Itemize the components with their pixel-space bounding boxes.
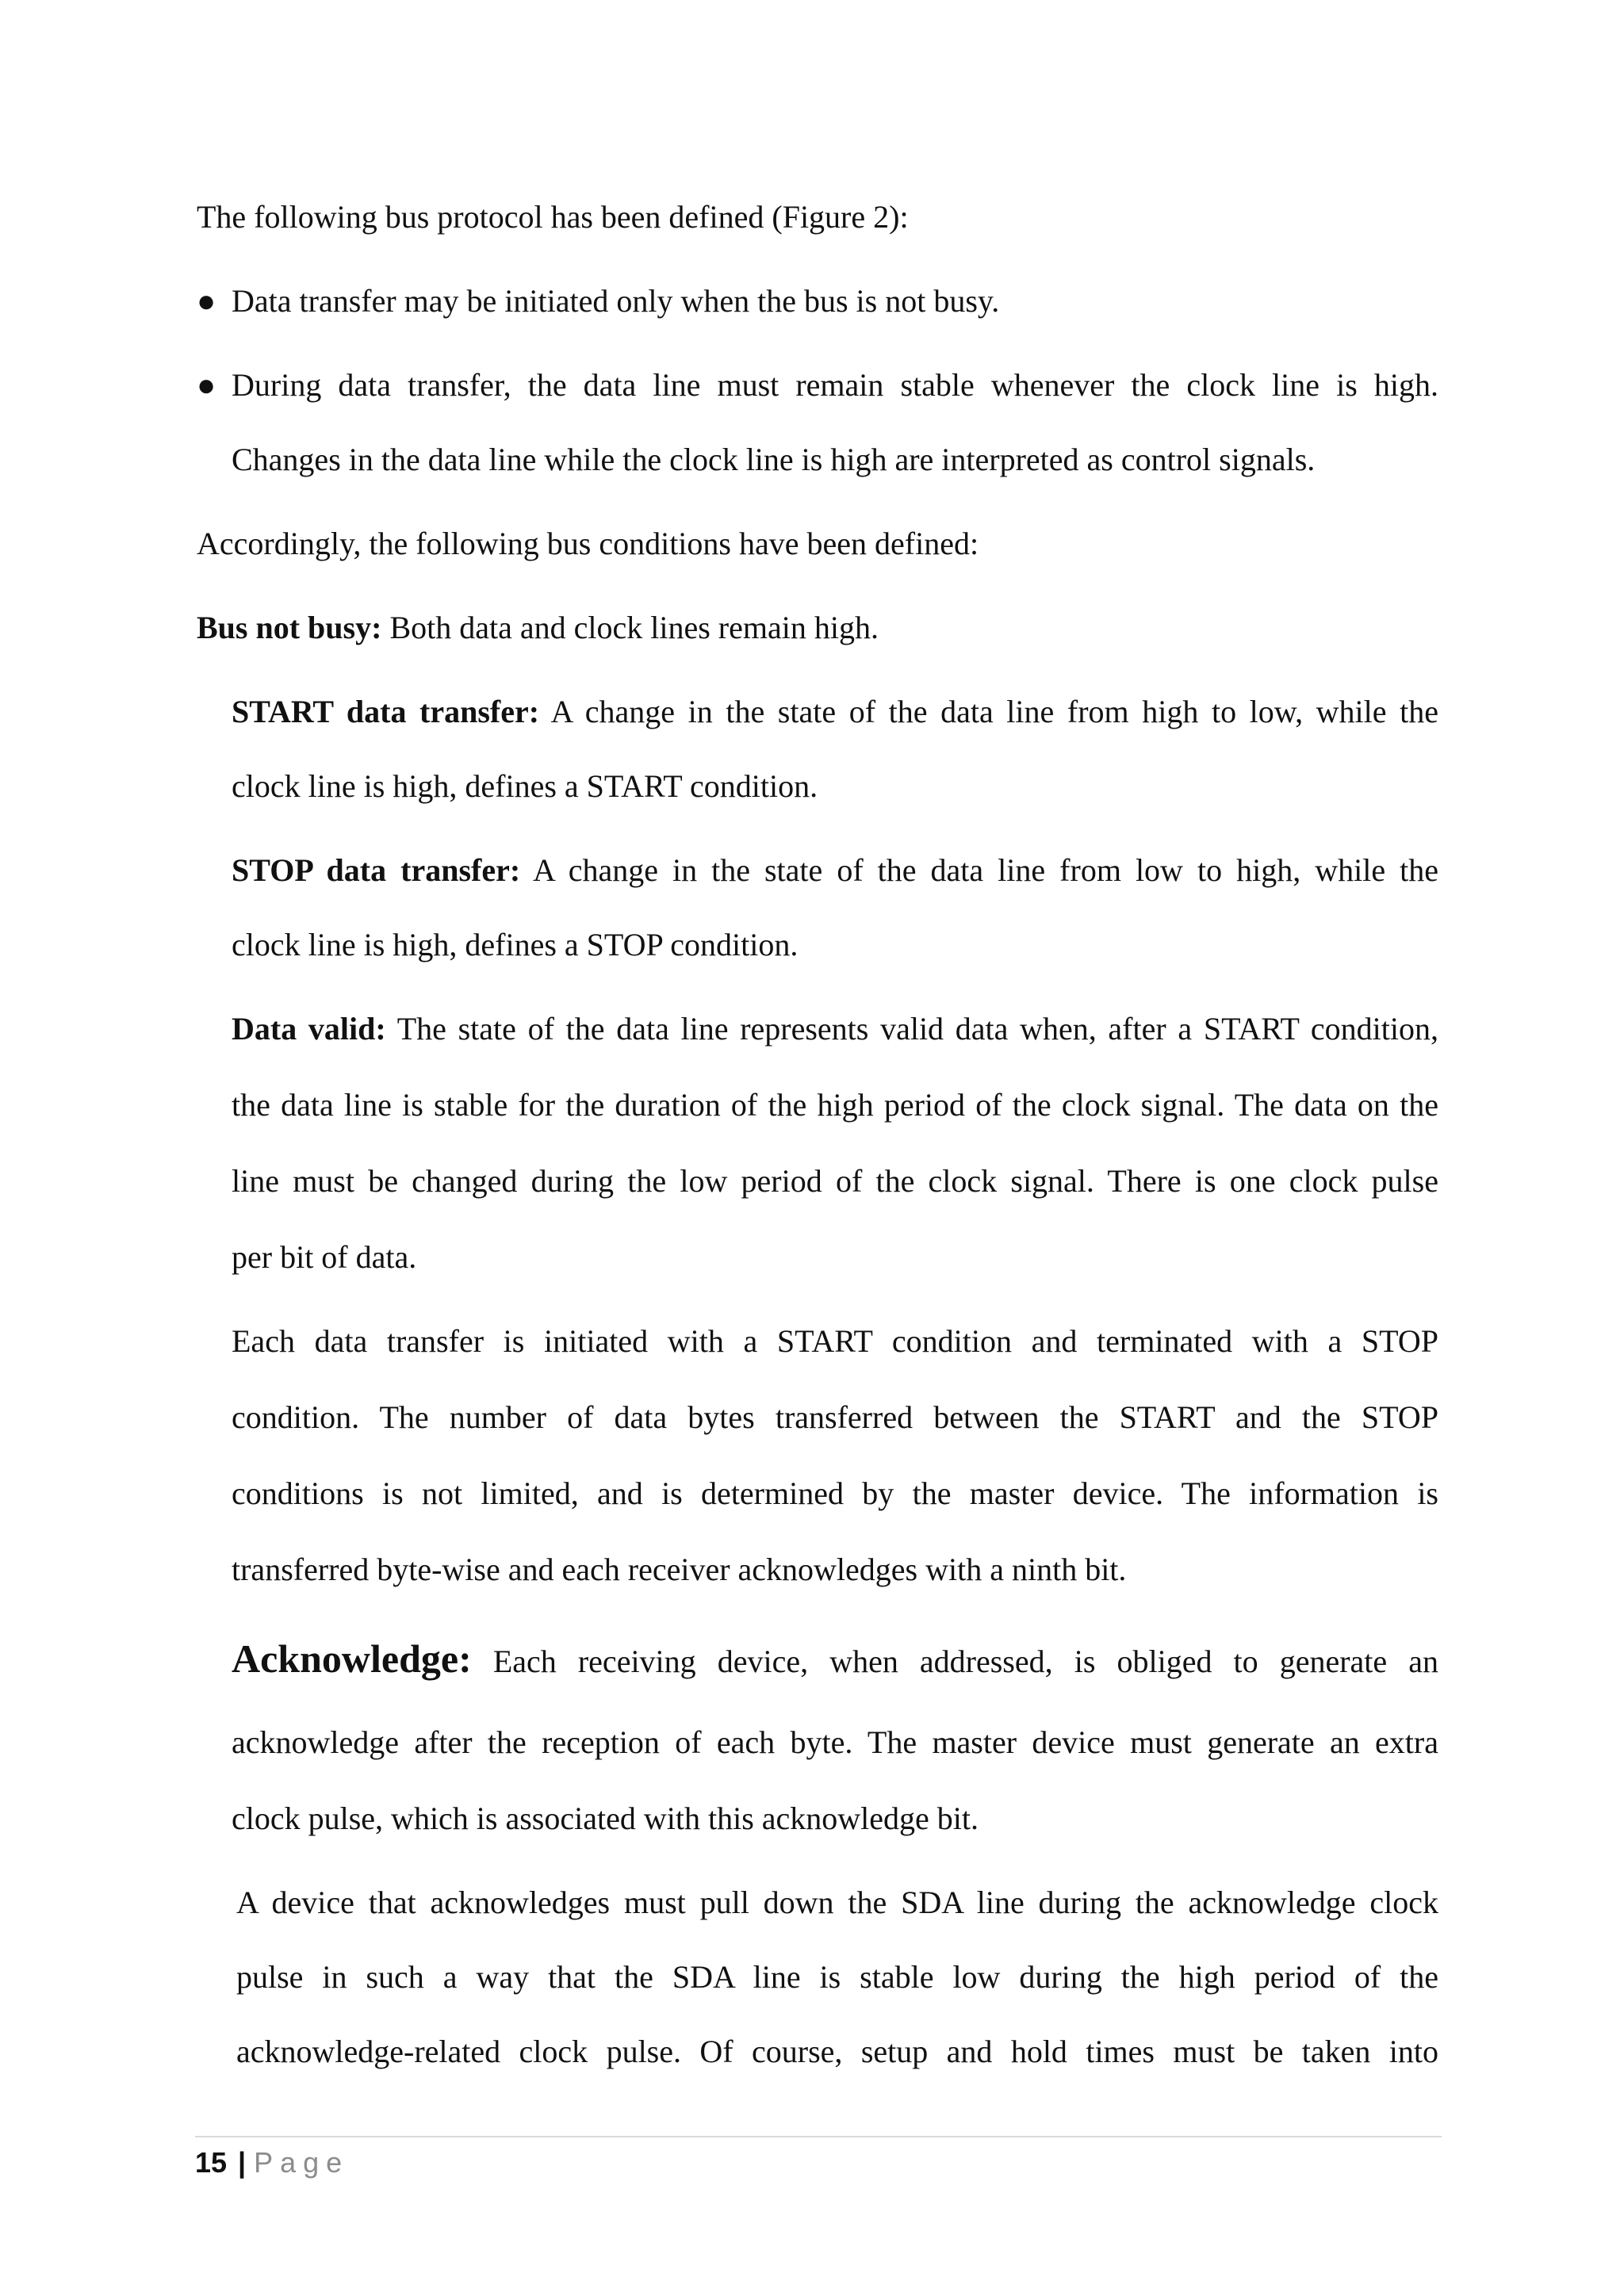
bullet-item-line: Changes in the data line while the clock line is high are interpreted as control signals. — [232, 442, 1316, 477]
conditions-intro: Accordingly, the following bus conditions have been defined: — [197, 526, 979, 561]
bus-not-busy-paragraph — [197, 607, 879, 649]
stop-condition-line — [232, 850, 1438, 891]
footer-separator: | — [238, 2146, 247, 2179]
data-valid-line: the data line is stable for the duration of the high period of the clock signal. The data on the — [232, 1087, 1438, 1123]
data-valid-term: Data valid: — [232, 1011, 386, 1047]
stop-term: STOP data transfer: — [232, 852, 521, 888]
transfer-paragraph-line: Each data transfer is initiated with a START condition and terminated with a STOP — [232, 1323, 1438, 1359]
transfer-paragraph-line: transferred byte-wise and each receiver acknowledges with a ninth bit. — [232, 1552, 1127, 1587]
bullet-item-line: During data transfer, the data line must remain stable whenever the clock line is high. — [232, 367, 1438, 403]
acknowledge-line: clock pulse, which is associated with this acknowledge bit. — [232, 1800, 979, 1836]
transfer-paragraph-line: condition. The number of data bytes transferred between the START and the STOP — [232, 1399, 1438, 1435]
acknowledge-line — [232, 1635, 1438, 1686]
page-footer — [195, 2142, 349, 2183]
data-valid-text: The state of the data line represents valid data when, after a START condition, — [385, 1011, 1439, 1047]
device-ack-line: A device that acknowledges must pull down the SDA line during the acknowledge clock — [236, 1885, 1438, 1920]
start-condition-line: clock line is high, defines a START condition. — [232, 768, 818, 804]
data-valid-line — [232, 1008, 1438, 1050]
acknowledge-term: Acknowledge: — [232, 1636, 472, 1681]
page-number: 15 — [195, 2146, 228, 2179]
stop-text: A change in the state of the data line from low to high, while the — [520, 852, 1438, 888]
transfer-paragraph-line: conditions is not limited, and is determined by the master device. The information is — [232, 1475, 1438, 1511]
bullet-marker: ● — [197, 283, 216, 319]
bus-not-busy-term: Bus not busy: — [197, 610, 382, 645]
data-valid-line: line must be changed during the low period of the clock signal. There is one clock pulse — [232, 1163, 1438, 1199]
device-ack-line: pulse in such a way that the SDA line is stable low during the high period of the — [236, 1959, 1438, 1995]
acknowledge-line: acknowledge after the reception of each byte. The master device must generate an extra — [232, 1724, 1438, 1760]
stop-condition-line: clock line is high, defines a STOP condition. — [232, 927, 799, 962]
bullet-item: Data transfer may be initiated only when the bus is not busy. — [232, 283, 1000, 319]
start-condition-line — [232, 691, 1438, 733]
data-valid-line: per bit of data. — [232, 1239, 417, 1275]
start-term: START data transfer: — [232, 694, 540, 729]
acknowledge-text: Each receiving device, when addressed, is obliged to generate an — [471, 1644, 1438, 1679]
bus-not-busy-text: Both data and clock lines remain high. — [381, 610, 879, 645]
bullet-marker: ● — [197, 367, 216, 403]
device-ack-line: acknowledge-related clock pulse. Of course, setup and hold times must be taken into — [236, 2034, 1438, 2069]
page-label: Page — [254, 2146, 350, 2179]
footer-divider — [195, 2136, 1442, 2137]
intro-paragraph: The following bus protocol has been defined (Figure 2): — [197, 199, 909, 235]
start-text: A change in the state of the data line from high to low, while the — [539, 694, 1439, 729]
